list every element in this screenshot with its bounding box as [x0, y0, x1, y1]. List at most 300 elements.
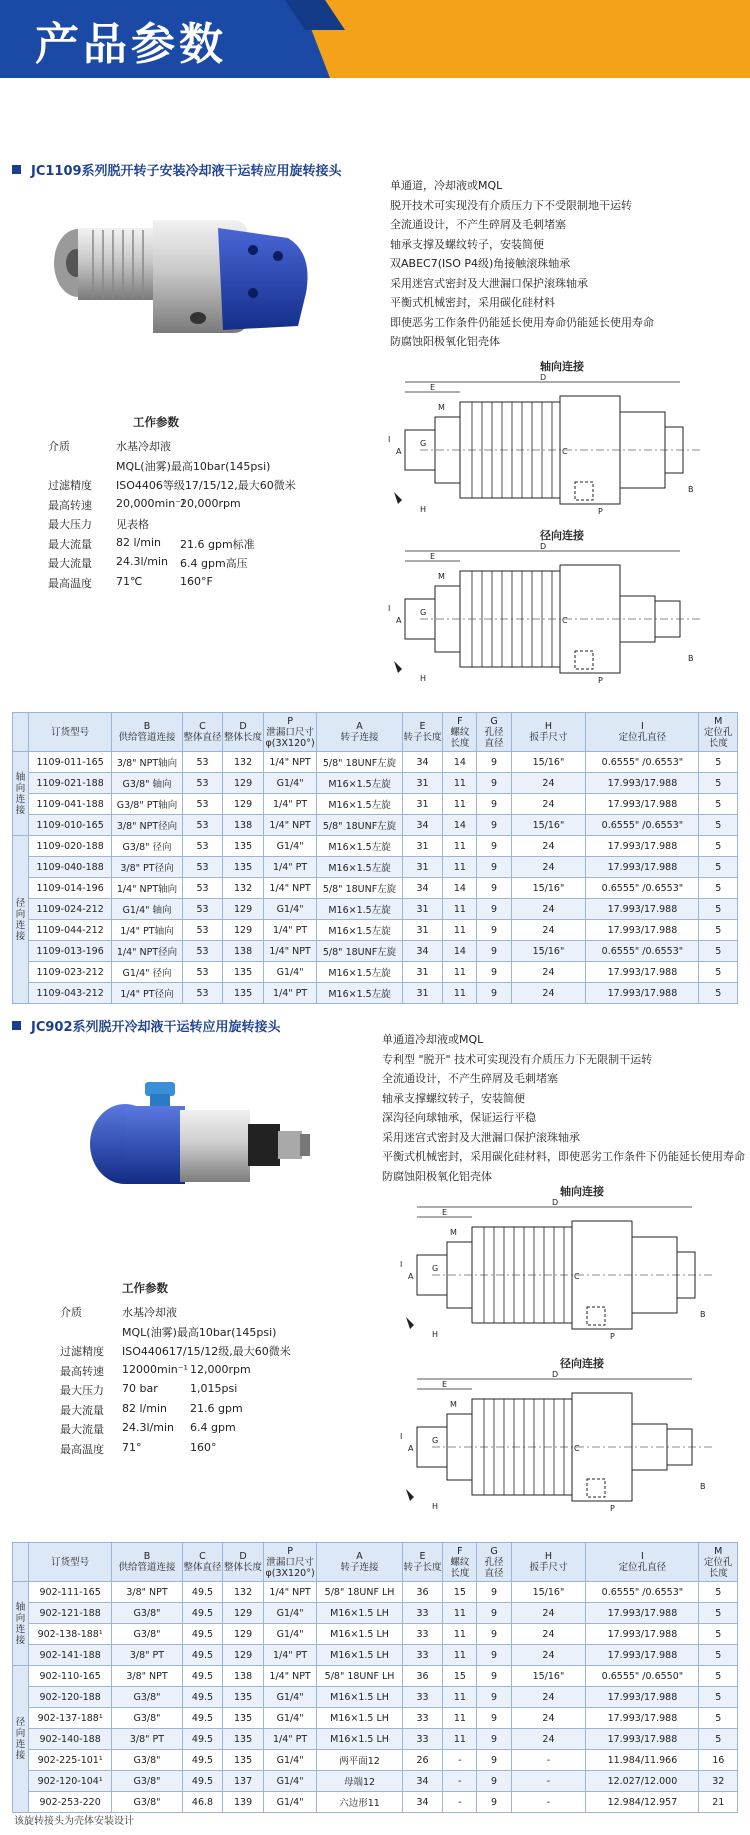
table-cell: 5 — [699, 1582, 738, 1603]
table-cell: 129 — [223, 1603, 264, 1624]
param-cell: 21.6 gpm — [190, 1401, 243, 1415]
table-cell: 49.5 — [182, 1750, 223, 1771]
table-cell: 902-120-188 — [29, 1687, 112, 1708]
table-cell: G3/8" — [112, 1750, 182, 1771]
table-cell: 34 — [402, 878, 443, 899]
table-cell: 24 — [511, 962, 586, 983]
table-cell: 33 — [402, 1624, 443, 1645]
table-cell: M16×1.5 LH — [317, 1687, 402, 1708]
table-header-cell: 订货型号 — [29, 713, 112, 752]
param-cell: 82 l/min — [122, 1401, 167, 1415]
table-cell: 9 — [477, 752, 511, 773]
leak-port — [587, 1479, 605, 1497]
table-cell: M16×1.5左旋 — [317, 899, 402, 920]
dimension-label: E — [442, 1208, 448, 1217]
dimension-label: G — [420, 439, 427, 448]
table-cell: 9 — [477, 941, 511, 962]
product2-title — [12, 1016, 281, 1035]
param-cell: 最大流量 — [48, 537, 92, 551]
table-header-cell: P 泄漏口尺寸 φ(3X120°) — [263, 1543, 317, 1582]
table-cell: 33 — [402, 1603, 443, 1624]
table-cell: 1/4" PT — [263, 1729, 317, 1750]
params-title: 工作参数 — [133, 415, 179, 429]
table-cell: - — [443, 1792, 477, 1813]
table-cell: 24 — [511, 1645, 586, 1666]
param-cell: MQL(油雾)最高10bar(145psi) — [116, 459, 271, 473]
table-cell: 31 — [402, 962, 443, 983]
bullet-square-icon — [12, 165, 21, 174]
table-cell: M16×1.5左旋 — [317, 857, 402, 878]
table-cell: 53 — [182, 920, 223, 941]
header-banner — [0, 0, 750, 78]
product2-axial-title: 轴向连接 — [560, 1185, 604, 1198]
table-cell: 5 — [699, 836, 738, 857]
table-cell: G1/4" — [263, 1792, 317, 1813]
table-cell: 1/4" PT径向 — [112, 983, 182, 1004]
table-cell: 5 — [699, 1687, 738, 1708]
dimension-label: B — [688, 654, 694, 663]
table-cell: 135 — [223, 962, 264, 983]
table-row — [13, 941, 738, 962]
table-header-cell: I 定位孔直径 — [586, 713, 699, 752]
table-cell: 17.993/17.988 — [586, 1729, 699, 1750]
table-cell: 11.984/11.966 — [586, 1750, 699, 1771]
table-row — [13, 1729, 738, 1750]
feature-item: 轴承支撑螺纹转子，安装简便 — [382, 1091, 525, 1105]
table-header-cell: D 整体长度 — [223, 1543, 264, 1582]
table-cell: 9 — [477, 899, 511, 920]
feature-item: 轴承支撑及螺纹转子，安装简便 — [390, 237, 544, 251]
table-cell: G1/4" 轴向 — [112, 899, 182, 920]
table-header-cell: E 转子长度 — [402, 713, 443, 752]
table-cell: 34 — [402, 941, 443, 962]
table-cell: 53 — [182, 899, 223, 920]
table-cell: 5 — [699, 1624, 738, 1645]
table-cell: 24 — [511, 920, 586, 941]
table-cell: M16×1.5左旋 — [317, 836, 402, 857]
dimension-label: D — [552, 1370, 559, 1379]
product2-features — [382, 1030, 747, 1186]
table-cell: G3/8" — [112, 1687, 182, 1708]
table-cell: 5 — [699, 962, 738, 983]
product1-features — [390, 176, 745, 352]
table-cell: 53 — [182, 773, 223, 794]
table-cell: G1/4" — [263, 962, 317, 983]
table-cell: 9 — [477, 1771, 511, 1792]
table-cell: 3/8" NPT — [112, 1582, 182, 1603]
table-cell: 5 — [699, 815, 738, 836]
table-cell: G3/8" PT轴向 — [112, 794, 182, 815]
table-cell: 135 — [223, 836, 264, 857]
table-cell: 11 — [443, 962, 477, 983]
table-cell: G3/8" 轴向 — [112, 773, 182, 794]
table-header-cell: P 泄漏口尺寸 φ(3X120°) — [263, 713, 317, 752]
table-cell: 46.8 — [182, 1792, 223, 1813]
feature-item: 平衡式机械密封，采用碳化硅材料 — [390, 296, 555, 309]
table-cell: 1/4" NPT — [263, 815, 317, 836]
dimension-label: P — [610, 1332, 615, 1341]
table-cell: M16×1.5左旋 — [317, 794, 402, 815]
table-cell: 11 — [443, 1603, 477, 1624]
param-cell: 1,015psi — [190, 1382, 238, 1395]
table-cell: 9 — [477, 920, 511, 941]
table-cell: - — [511, 1771, 586, 1792]
feature-item: 防腐蚀阳极氧化铝壳体 — [390, 335, 500, 348]
table-cell: 11 — [443, 1729, 477, 1750]
table-cell: 1109-011-165 — [29, 752, 112, 773]
table-cell: 9 — [477, 1582, 511, 1603]
table-cell: 1/4" PT — [263, 983, 317, 1004]
param-cell: 最大流量 — [60, 1423, 104, 1436]
wrench-icon — [406, 1489, 414, 1501]
feature-item: 平衡式机械密封，采用碳化硅材料，即使恶劣工作条件下仍能延长使用寿命 — [382, 1150, 745, 1163]
dimension-label: D — [552, 1198, 559, 1207]
table-cell: 53 — [182, 836, 223, 857]
param-cell: 6.4 gpm高压 — [180, 557, 248, 570]
table-row — [13, 1666, 738, 1687]
table-row — [13, 962, 738, 983]
table-cell: G1/4" 径向 — [112, 962, 182, 983]
dimension-label: B — [700, 1482, 706, 1491]
table-cell: 135 — [223, 983, 264, 1004]
table-cell: G1/4" — [263, 1708, 317, 1729]
table-cell: 两平面12 — [317, 1750, 402, 1771]
table-cell: 129 — [223, 1645, 264, 1666]
table-cell: 902-225-101¹ — [29, 1750, 112, 1771]
table-cell: 11 — [443, 794, 477, 815]
table-cell: 1109-040-188 — [29, 857, 112, 878]
table-cell: 31 — [402, 773, 443, 794]
table-cell: - — [511, 1750, 586, 1771]
param-cell: 最大压力 — [48, 518, 92, 531]
table-cell: 0.6555" /0.6550" — [586, 1666, 699, 1687]
table-cell: 9 — [477, 1666, 511, 1687]
table-cell: 24 — [511, 1603, 586, 1624]
table-cell: 11 — [443, 1624, 477, 1645]
table-row — [13, 878, 738, 899]
table-cell: 5 — [699, 920, 738, 941]
table-cell: 17.993/17.988 — [586, 1687, 699, 1708]
feature-item: 双ABEC7(ISO P4级)角接触滚珠轴承 — [390, 257, 571, 270]
table-cell: 24 — [511, 1624, 586, 1645]
table-cell: 3/8" PT — [112, 1645, 182, 1666]
dimension-label: A — [408, 1272, 414, 1281]
table-cell: G3/8" — [112, 1771, 182, 1792]
table-header-cell: C 整体直径 — [182, 1543, 223, 1582]
table-cell: M16×1.5 LH — [317, 1603, 402, 1624]
table-cell: 15/16" — [511, 878, 586, 899]
table-cell: G1/4" — [263, 899, 317, 920]
table-header-cell: I 定位孔直径 — [586, 1543, 699, 1582]
table-cell: M16×1.5 LH — [317, 1708, 402, 1729]
table-cell: 11 — [443, 920, 477, 941]
table-cell: G1/4" — [263, 1603, 317, 1624]
wrench-icon — [394, 661, 402, 673]
table-header-cell: C 整体直径 — [182, 713, 223, 752]
table-cell: G3/8" — [112, 1624, 182, 1645]
table-cell: 9 — [477, 1603, 511, 1624]
table-cell: 49.5 — [182, 1729, 223, 1750]
table-cell: 1109-020-188 — [29, 836, 112, 857]
table-cell: 53 — [182, 878, 223, 899]
table-cell: 132 — [223, 1582, 264, 1603]
feature-item: 单通道，冷却液或MQL — [390, 179, 503, 192]
table-cell: 53 — [182, 794, 223, 815]
table-cell: 137 — [223, 1771, 264, 1792]
dimension-label: D — [540, 542, 547, 551]
table-cell: 1109-023-212 — [29, 962, 112, 983]
table-header-cell: H 扳手尺寸 — [511, 713, 586, 752]
table-row — [13, 857, 738, 878]
table-cell: 15/16" — [511, 1582, 586, 1603]
table-cell: G1/4" — [263, 773, 317, 794]
table-row — [13, 1624, 738, 1645]
table-cell: 1/4" PT — [263, 1645, 317, 1666]
product2-radial-diagram — [392, 1369, 732, 1519]
table-cell: 17.993/17.988 — [586, 1624, 699, 1645]
param-cell: 最高转速 — [60, 1364, 104, 1378]
product2-params — [60, 1280, 360, 1470]
table-row — [13, 1708, 738, 1729]
table-cell: M16×1.5 LH — [317, 1624, 402, 1645]
table-cell: 9 — [477, 794, 511, 815]
table-cell: 49.5 — [182, 1603, 223, 1624]
table-cell: 11 — [443, 836, 477, 857]
table-cell: 135 — [223, 1729, 264, 1750]
table-cell: 17.993/17.988 — [586, 899, 699, 920]
table-cell: 11 — [443, 983, 477, 1004]
dimension-label: P — [598, 676, 603, 685]
table-cell: 15/16" — [511, 941, 586, 962]
table-cell: 31 — [402, 983, 443, 1004]
table-cell: 1/4" NPT — [263, 941, 317, 962]
table-cell: M16×1.5 LH — [317, 1729, 402, 1750]
param-cell: 20,000rpm — [180, 496, 241, 510]
feature-item: 深沟径向球轴承，保证运行平稳 — [382, 1111, 536, 1124]
table-cell: 135 — [223, 1708, 264, 1729]
table-cell: - — [443, 1771, 477, 1792]
wrench-icon — [406, 1317, 414, 1329]
table-header-cell: F 螺纹 长度 — [443, 713, 477, 752]
table-cell: 33 — [402, 1687, 443, 1708]
table-cell: 9 — [477, 773, 511, 794]
table-cell: 5 — [699, 1729, 738, 1750]
table-cell: 24 — [511, 773, 586, 794]
table-cell: 12.027/12.000 — [586, 1771, 699, 1792]
table-header-cell: A 转子连接 — [317, 713, 402, 752]
table-cell: M16×1.5左旋 — [317, 962, 402, 983]
dimension-label: B — [700, 1310, 706, 1319]
param-cell: 水基冷却液 — [122, 1306, 177, 1319]
table-cell: 9 — [477, 878, 511, 899]
leak-port — [587, 1307, 605, 1325]
footnote: 该旋转接头为壳体安装设计 — [14, 1816, 134, 1827]
dimension-label: I — [400, 1260, 403, 1269]
feature-item: 全流通设计，不产生碎屑及毛刺堵塞 — [390, 218, 566, 231]
table-cell: - — [443, 1750, 477, 1771]
product2-title-text: JC902系列脱开冷却液干运转应用旋转接头 — [31, 1020, 281, 1035]
table-cell: 24 — [511, 836, 586, 857]
dimension-label: C — [574, 1444, 580, 1453]
table-cell: 135 — [223, 1750, 264, 1771]
table-cell: 53 — [182, 815, 223, 836]
param-cell: 过滤精度 — [60, 1345, 104, 1358]
table-cell: G3/8" — [112, 1708, 182, 1729]
table-cell: 5 — [699, 899, 738, 920]
table-cell: 17.993/17.988 — [586, 1603, 699, 1624]
table-cell: G1/4" — [263, 1771, 317, 1792]
table-cell: M16×1.5 LH — [317, 1645, 402, 1666]
table-header-corner — [13, 1543, 29, 1582]
feature-item: 即使恶劣工作条件仍能延长使用寿命仍能延长使用寿命 — [390, 315, 654, 329]
feature-item: 脱开技术可实现没有介质压力下不受限制地干运转 — [390, 198, 632, 212]
table-cell: 0.6555" /0.6553" — [586, 941, 699, 962]
table-cell: 138 — [223, 1666, 264, 1687]
dimension-label: G — [432, 1264, 439, 1273]
table-cell: 5/8" 18UNF LH — [317, 1582, 402, 1603]
dimension-label: I — [400, 1432, 403, 1441]
table-cell: 902-121-188 — [29, 1603, 112, 1624]
param-cell: 最大流量 — [48, 557, 92, 570]
dimension-label: A — [408, 1444, 414, 1453]
table-cell: 902-141-188 — [29, 1645, 112, 1666]
table-cell: 5 — [699, 941, 738, 962]
table-cell: 5/8" 18UNF左旋 — [317, 815, 402, 836]
table-cell: 17.993/17.988 — [586, 1645, 699, 1666]
table-cell: 11 — [443, 899, 477, 920]
param-cell: 20,000min⁻¹ — [116, 496, 186, 510]
table-group-label: 轴 向 连 接 — [13, 752, 29, 836]
table-cell: G3/8" 径向 — [112, 836, 182, 857]
feature-item: 专利型 "脱开" 技术可实现没有介质压力下无限制干运转 — [382, 1052, 653, 1066]
table-cell: 31 — [402, 857, 443, 878]
table-cell: 129 — [223, 899, 264, 920]
table-cell: 34 — [402, 1771, 443, 1792]
dimension-label: H — [432, 1502, 439, 1511]
dimension-label: P — [598, 507, 603, 516]
table-cell: 母端12 — [317, 1771, 402, 1792]
table-cell: 902-137-188¹ — [29, 1708, 112, 1729]
table-header-cell: D 整体长度 — [223, 713, 264, 752]
table-row — [13, 899, 738, 920]
table-cell: 135 — [223, 857, 264, 878]
table-cell: 17.993/17.988 — [586, 962, 699, 983]
table-cell: 9 — [477, 1792, 511, 1813]
table-cell: 138 — [223, 815, 264, 836]
table-cell: G1/4" — [263, 836, 317, 857]
table-cell: 17.993/17.988 — [586, 983, 699, 1004]
table-cell: 5 — [699, 983, 738, 1004]
table-cell: 49.5 — [182, 1624, 223, 1645]
table-cell: 34 — [402, 1792, 443, 1813]
param-cell: 21.6 gpm标准 — [180, 537, 255, 551]
table-cell: 0.6555" /0.6553" — [586, 815, 699, 836]
table-row — [13, 752, 738, 773]
product1-title-text: JC1109系列脱开转子安装冷却液干运转应用旋转接头 — [31, 164, 342, 179]
table-cell: 17.993/17.988 — [586, 1708, 699, 1729]
bullet-square-icon — [12, 1021, 21, 1030]
dimension-label: G — [420, 608, 427, 617]
table-cell: 1109-024-212 — [29, 899, 112, 920]
table-cell: 1/4" PT — [263, 857, 317, 878]
table-cell: 902-120-104¹ — [29, 1771, 112, 1792]
table-cell: 9 — [477, 815, 511, 836]
table-cell: 32 — [699, 1771, 738, 1792]
param-cell: 24.3l/min — [122, 1421, 174, 1434]
table-cell: 1109-010-165 — [29, 815, 112, 836]
table-cell: 1109-014-196 — [29, 878, 112, 899]
table-cell: 24 — [511, 1708, 586, 1729]
table-row — [13, 836, 738, 857]
table-cell: 24 — [511, 857, 586, 878]
table-row — [13, 1750, 738, 1771]
table-cell: 31 — [402, 920, 443, 941]
table-cell: 33 — [402, 1729, 443, 1750]
table-cell: 49.5 — [182, 1666, 223, 1687]
param-cell: 71° — [122, 1440, 142, 1454]
table-cell: 17.993/17.988 — [586, 920, 699, 941]
table-group-label: 径 向 连 接 — [13, 836, 29, 1004]
table-cell: 33 — [402, 1645, 443, 1666]
table-cell: 31 — [402, 899, 443, 920]
product1-radial-diagram — [380, 541, 720, 686]
dimension-label: E — [442, 1380, 448, 1389]
table-cell: M16×1.5左旋 — [317, 920, 402, 941]
param-cell: 160° — [190, 1440, 217, 1454]
table-cell: 9 — [477, 983, 511, 1004]
table-cell: G1/4" — [263, 1687, 317, 1708]
table-cell: 49.5 — [182, 1582, 223, 1603]
product2-photo — [80, 1076, 325, 1211]
table-cell: 5/8" 18UNF左旋 — [317, 752, 402, 773]
table-cell: 53 — [182, 962, 223, 983]
dimension-label: C — [562, 447, 568, 456]
param-cell: 最高温度 — [48, 576, 92, 590]
table-cell: 5 — [699, 857, 738, 878]
table-cell: 11 — [443, 1687, 477, 1708]
table-cell: 24 — [511, 1687, 586, 1708]
table-cell: 49.5 — [182, 1645, 223, 1666]
param-cell: 过滤精度 — [48, 479, 92, 492]
table-cell: 5 — [699, 773, 738, 794]
table-cell: 5/8" 18UNF左旋 — [317, 941, 402, 962]
dimension-label: M — [438, 403, 445, 412]
table-cell: 1109-041-188 — [29, 794, 112, 815]
table-cell: 5/8" 18UNF左旋 — [317, 878, 402, 899]
axial-end — [632, 1237, 677, 1313]
table-cell: 3/8" NPT — [112, 1666, 182, 1687]
param-cell: 水基冷却液 — [116, 440, 171, 453]
table-cell: 1/4" NPT轴向 — [112, 878, 182, 899]
table-cell: 9 — [477, 1624, 511, 1645]
table-cell: 17.993/17.988 — [586, 857, 699, 878]
table-row — [13, 920, 738, 941]
param-cell: ISO4406等级17/15/12,最大60微米 — [116, 479, 296, 492]
table-cell: 5 — [699, 752, 738, 773]
table-cell: 5 — [699, 794, 738, 815]
table-cell: M16×1.5左旋 — [317, 983, 402, 1004]
table-cell: 0.6555" /0.6553" — [586, 752, 699, 773]
table-cell: 129 — [223, 920, 264, 941]
param-cell: 介质 — [60, 1306, 82, 1319]
dimension-label: M — [438, 572, 445, 581]
table-cell: 1/4" NPT — [263, 752, 317, 773]
table-cell: 15/16" — [511, 1666, 586, 1687]
dimension-label: E — [430, 383, 436, 392]
param-cell: 82 l/min — [116, 535, 161, 549]
table-cell: 33 — [402, 1708, 443, 1729]
table-cell: 1/4" NPT径向 — [112, 941, 182, 962]
